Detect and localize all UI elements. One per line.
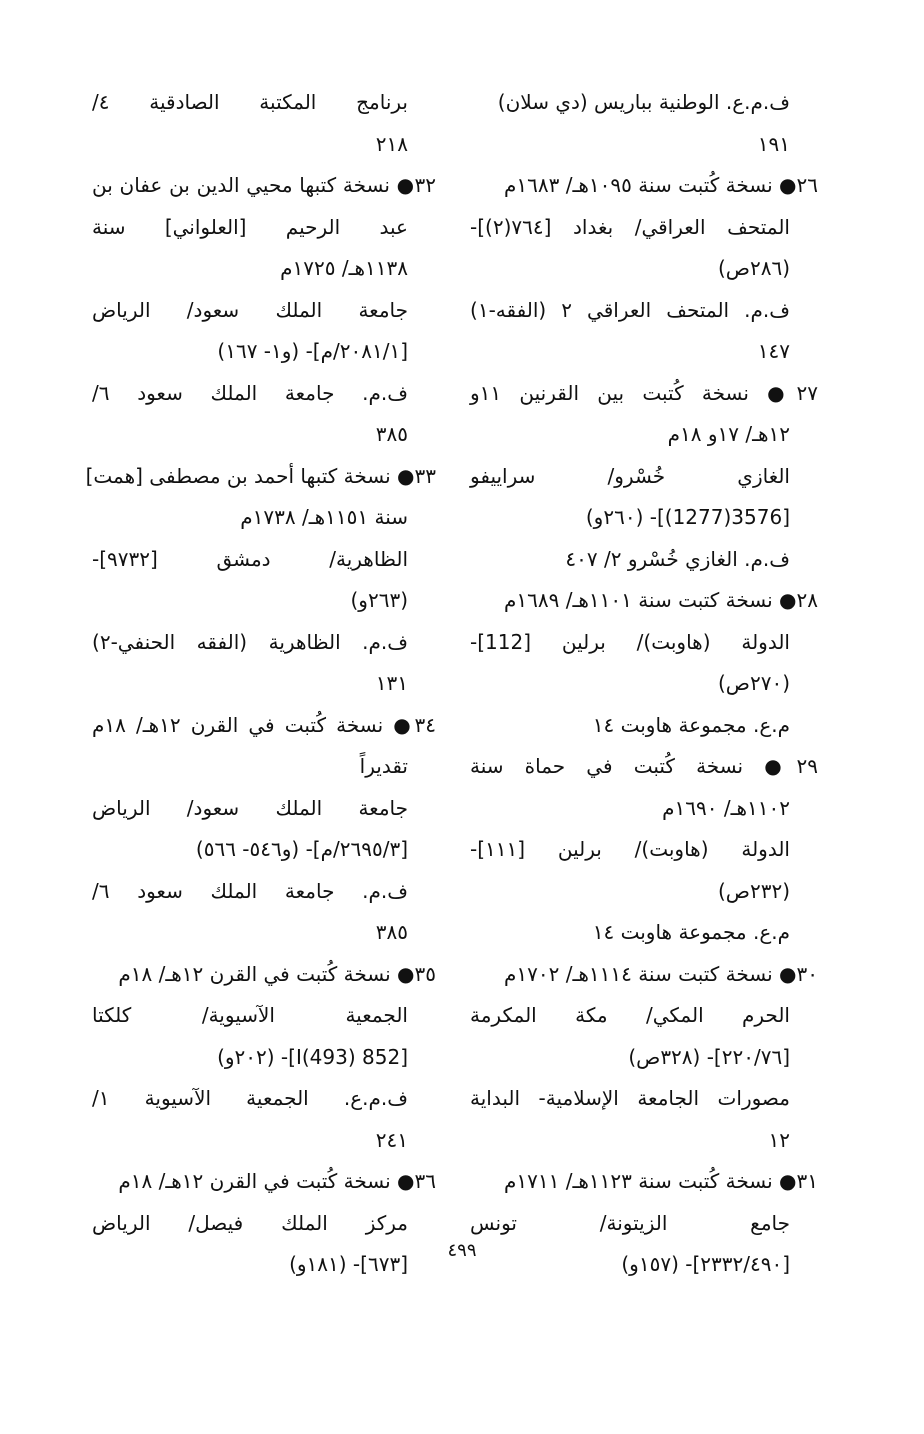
text-line: ٣٣● نسخة كتبها أحمد بن مصطفى [همت] bbox=[85, 463, 436, 488]
text-line: الغازي خُسْرو/ سراييفو bbox=[470, 463, 790, 488]
right-column bbox=[470, 82, 818, 1286]
text-line: مركز الملك فيصل/ الرياض bbox=[92, 1210, 408, 1235]
text-line: الجمعية الآسيوية/ كلكتا bbox=[92, 1003, 408, 1027]
text-line: ٢٨● نسخة كتبت سنة ١١٠١هـ/ ١٦٨٩م bbox=[504, 588, 818, 612]
text-line: ٢٧● نسخة كُتبت بين القرنين ١١و bbox=[470, 380, 818, 405]
text-line: ٣٨٥ bbox=[375, 422, 408, 446]
text-line: [٢٢٠/٧٦]- (٣٢٨ص) bbox=[628, 1044, 790, 1069]
text-line: ٣٦● نسخة كُتبت في القرن ١٢هـ/ ١٨م bbox=[118, 1169, 436, 1193]
text-line: الدولة (هاوبت)/ برلين [١١١]- bbox=[470, 837, 790, 861]
text-line: ف.م. المتحف العراقي ٢ (الفقه-١) bbox=[470, 297, 790, 322]
text-line: ١٣١ bbox=[375, 671, 408, 695]
text-line: ٢٤١ bbox=[375, 1127, 408, 1152]
text-line: ١١٠٢هـ/ ١٦٩٠م bbox=[662, 795, 790, 820]
page-number: ٤٩٩ bbox=[447, 1240, 477, 1261]
text-line: ف.م. الغازي خُسْرو ٢/ ٤٠٧ bbox=[565, 546, 790, 571]
text-line: ف.م. جامعة الملك سعود ٦/ bbox=[92, 878, 408, 903]
text-line: ٢٩● نسخة كُتبت في حماة سنة bbox=[470, 754, 818, 778]
text-line: جامعة الملك سعود/ الرياض bbox=[92, 297, 408, 322]
text-line: [3576(1277)]- (٢٦٠و) bbox=[585, 505, 790, 529]
text-line: المتحف العراقي/ بغداد [٧٦٤(٢)]- bbox=[470, 214, 790, 239]
text-line: جامعة الملك سعود/ الرياض bbox=[92, 795, 408, 820]
text-line: سنة ١١٥١هـ/ ١٧٣٨م bbox=[240, 505, 408, 529]
text-line: الظاهرية/ دمشق [٩٧٣٢]- bbox=[92, 546, 408, 571]
text-line: ٢١٨ bbox=[375, 131, 408, 156]
text-line: [852 I(493)]- (٢٠٢و) bbox=[217, 1044, 408, 1069]
text-line: ٣٥● نسخة كُتبت في القرن ١٢هـ/ ١٨م bbox=[118, 961, 436, 986]
text-line: عبد الرحيم [العلواني] سنة bbox=[92, 214, 408, 239]
text-line: ٣٢● نسخة كتبها محيي الدين بن عفان بن bbox=[92, 173, 436, 197]
text-line: ١٤٧ bbox=[757, 339, 790, 363]
text-line: ١١٣٨هـ/ ١٧٢٥م bbox=[280, 256, 408, 280]
text-line: (٢٣٢ص) bbox=[717, 878, 790, 903]
text-line: ١٢هـ/ ١٧و ١٨م bbox=[667, 422, 790, 446]
left-column bbox=[85, 82, 436, 1286]
text-line: برنامج المكتبة الصادقية ٤/ bbox=[92, 90, 408, 114]
text-line: ٣١● نسخة كُتبت سنة ١١٢٣هـ/ ١٧١١م bbox=[504, 1169, 818, 1193]
text-line: ف.م.ع. الوطنية بباريس (دي سلان) bbox=[497, 90, 790, 114]
text-line: [٢٦٩٥/٣/م]- (و٥٤٦- ٥٦٦) bbox=[195, 837, 408, 861]
text-line: ف.م. الظاهرية (الفقه الحنفي-٢) bbox=[92, 629, 408, 654]
text-line: ٣٤● نسخة كُتبت في القرن ١٢هـ/ ١٨م bbox=[92, 712, 436, 737]
text-line: ١٩١ bbox=[757, 131, 790, 156]
text-line: م.ع. مجموعة هاوبت ١٤ bbox=[592, 920, 790, 944]
text-line: ٣٨٥ bbox=[375, 920, 408, 944]
text-line: الدولة (هاوبت)/ برلين [112]- bbox=[470, 629, 790, 654]
text-line: م.ع. مجموعة هاوبت ١٤ bbox=[592, 712, 790, 737]
text-line: (٢٧٠ص) bbox=[717, 671, 790, 695]
text-line: مصورات الجامعة الإسلامية- البداية bbox=[470, 1086, 790, 1110]
text-line: ف.م. جامعة الملك سعود ٦/ bbox=[92, 380, 408, 405]
text-line: [٦٧٣]- (١٨١و) bbox=[289, 1252, 408, 1276]
text-line: [٢٣٣٢/٤٩٠]- (١٥٧و) bbox=[621, 1252, 790, 1276]
text-line: ٣٠● نسخة كتبت سنة ١١١٤هـ/ ١٧٠٢م bbox=[504, 961, 818, 986]
text-line: جامع الزيتونة/ تونس bbox=[470, 1210, 790, 1235]
text-line: (٢٨٦ص) bbox=[717, 256, 790, 280]
text-line: الحرم المكي/ مكة المكرمة bbox=[470, 1003, 790, 1027]
text-line: ف.م.ع. الجمعية الآسيوية ١/ bbox=[92, 1086, 408, 1110]
text-line: [٢٠٨١/١/م]- (و١- ١٦٧) bbox=[217, 339, 408, 363]
text-line: ١٢ bbox=[768, 1127, 790, 1152]
text-line: ٢٦● نسخة كُتبت سنة ١٠٩٥هـ/ ١٦٨٣م bbox=[504, 173, 818, 197]
text-line: (٢٦٣و) bbox=[350, 588, 408, 612]
text-line: تقديراً bbox=[359, 754, 408, 778]
